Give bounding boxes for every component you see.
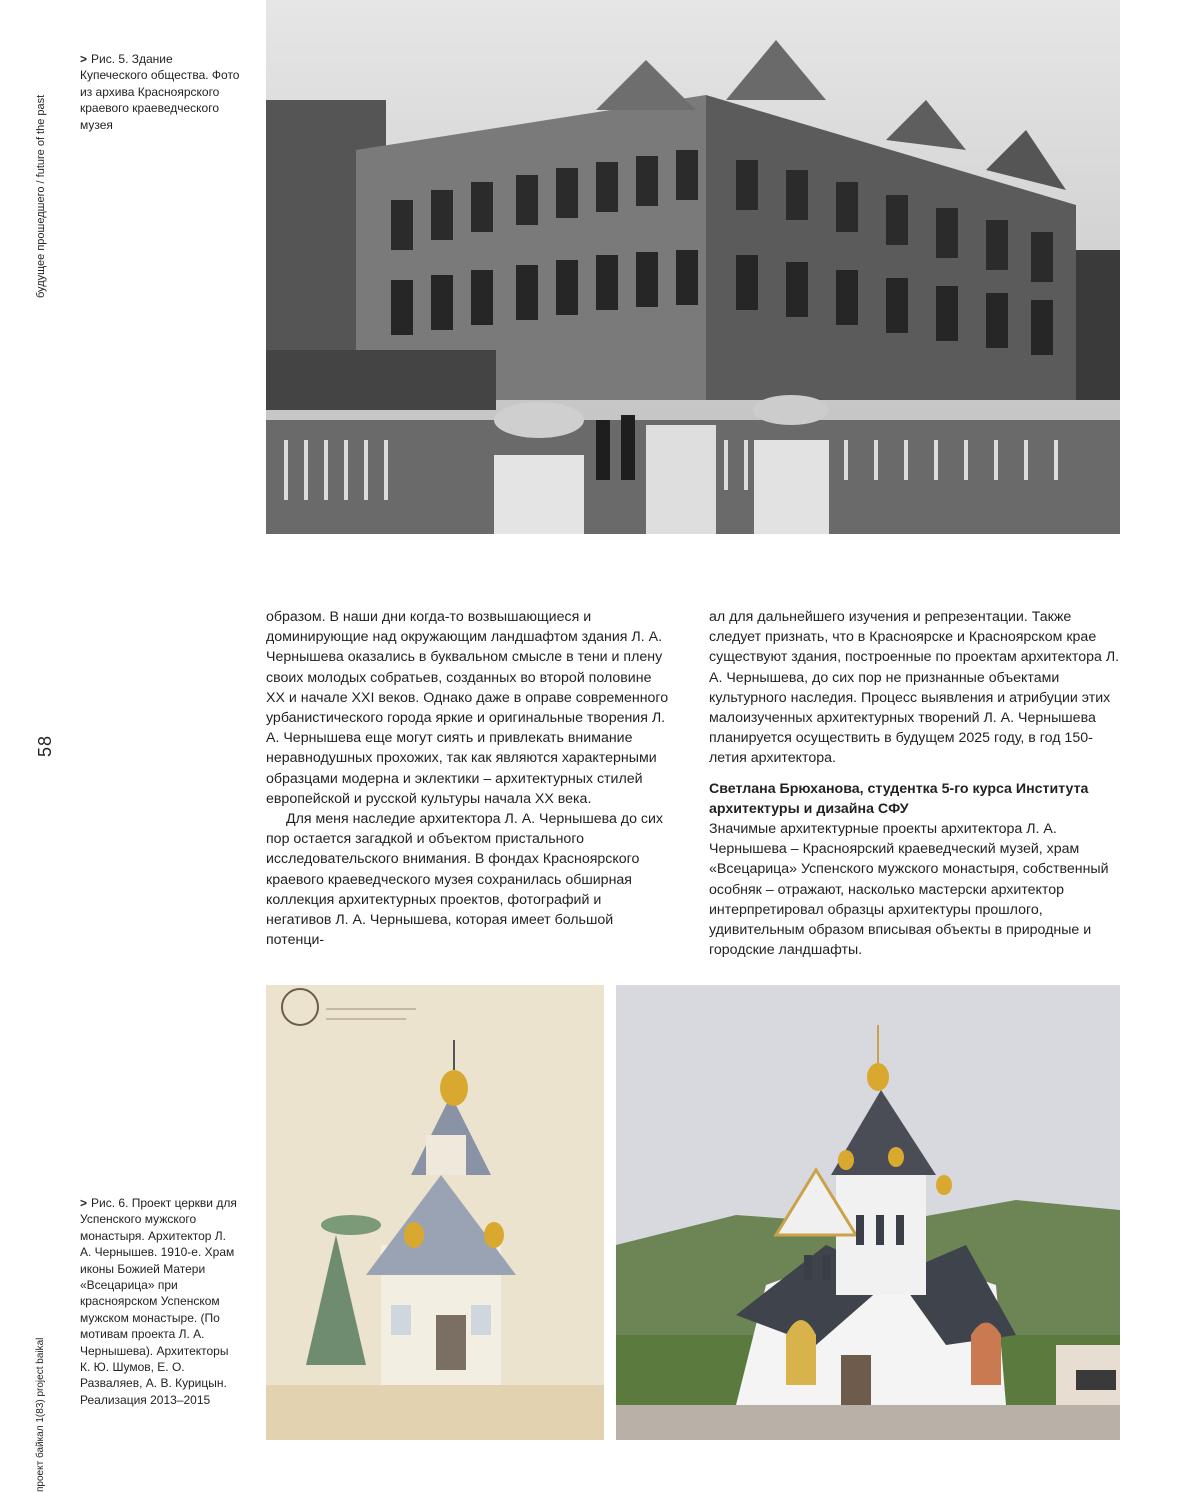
figure-5-caption xyxy=(80,51,240,133)
caption-arrow-icon: > xyxy=(80,52,88,66)
merchant-society-building-photo xyxy=(266,0,1120,534)
article-column-left xyxy=(266,607,670,950)
caption-arrow-icon: > xyxy=(80,1196,88,1210)
article-paragraph: образом. В наши дни когда-то возвышающиеся и доминирующие над окружающим ландшафтом здания Л. А. Чернышева оказались в буквальном смысле в тени и плену своих молодых собратьев, созданных во второй половине XX и начале XXI веков. Однако даже в оправе современного урбанистического города яркие и оригинальные творения Л. А. Чернышева еще могут сиять и привлекать внимание неравнодушных прохожих, так как являются характерными образцами модерна и эклектики – архитектурных стилей европейской и русской культуры начала XX века. xyxy=(266,609,669,807)
page-number: 58 xyxy=(35,734,55,757)
figure-6-caption xyxy=(80,1195,240,1408)
issue-footer: проект байкал 1(83) project baikal xyxy=(35,1337,46,1492)
figure-6-caption-text: Рис. 6. Проект церкви для Успенского мужского монастыря. Архитектор Л. А. Чернышев. 1910-е. Храм иконы Божией Матери «Всецарица» при красноярском Успенском мужском монастыре. (По мотивам проекта Л. А. Чернышева). Архитекторы К. Ю. Шумов, Е. О. Разваляев, А. В. Курицын. Реализация 2013–2015 xyxy=(80,1196,237,1407)
running-head: будущее прошедшего / future of the past xyxy=(35,94,47,298)
watercolor-church-illustration xyxy=(266,985,604,1440)
church-project-watercolor xyxy=(266,985,604,1440)
author-heading: Светлана Брюханова, студентка 5-го курса Института архитектуры и дизайна СФУ xyxy=(709,780,1089,817)
article-column-right xyxy=(709,607,1121,960)
article-paragraph: Для меня наследие архитектора Л. А. Чернышева до сих пор остается загадкой и объектом пристального исследовательского внимания. В фондах Красноярского краевого краеведческого музея сохранилась обширная коллекция архитектурных проектов, фотографий и негативов Л. А. Чернышева, которая имеет большой потенци- xyxy=(266,811,664,949)
merchant-building-illustration xyxy=(266,0,1120,534)
article-paragraph: Значимые архитектурные проекты архитектора Л. А. Чернышева – Красноярский краеведческий музей, храм «Всецарица» Успенского мужского монастыря, собственный особняк – отражают, насколько мастерски архитектор интерпретировал образцы архитектуры прошлого, удивительным образом вписывая объекты в природные и городские ландшафты. xyxy=(709,821,1109,959)
article-paragraph: ал для дальнейшего изучения и репрезентации. Также следует признать, что в Красноярске и Красноярском крае существуют здания, построенные по проектам архитектора Л. А. Чернышева, до сих пор не признанные объектами культурного наследия. Процесс выявления и атрибуции этих малоизученных архитектурных творений Л. А. Чернышева планируется осуществить в будущем 2025 году, в год 150-летия архитектора. xyxy=(709,609,1120,767)
figure-5-caption-text: Рис. 5. Здание Купеческого общества. Фото из архива Красноярского краевого краеведческого музея xyxy=(80,52,240,132)
vsetsaritsa-church-photo xyxy=(616,985,1120,1440)
church-photo-illustration xyxy=(616,985,1120,1440)
